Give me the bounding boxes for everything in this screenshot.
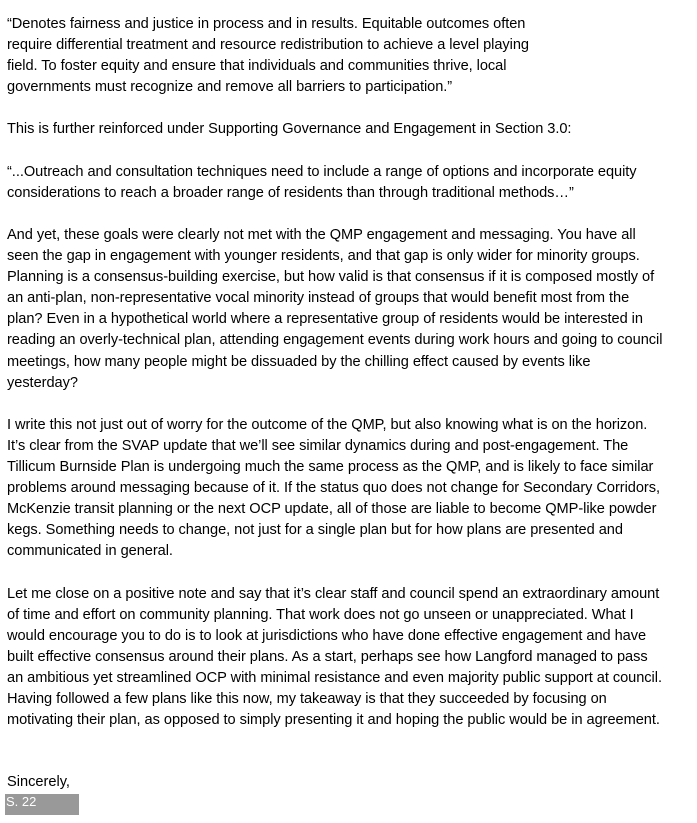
paragraph-horizon: [7, 415, 695, 563]
text-line: of time and effort on community planning. That work does not go unseen or unappreciated. What I: [7, 606, 634, 623]
text-line: And yet, these goals were clearly not met with the QMP engagement and messaging. You have all: [7, 226, 636, 243]
paragraph-gap: [7, 204, 695, 225]
text-line: an ambitious yet streamlined OCP with minimal resistance and even majority public support at council.: [7, 669, 662, 686]
text-line: yesterday?: [7, 374, 78, 391]
text-line: communicated in general.: [7, 543, 173, 560]
text-line: “Denotes fairness and justice in process and in results. Equitable outcomes often: [7, 16, 526, 32]
text-line: seen the gap in engagement with younger residents, and that gap is only wider for minority groups.: [7, 248, 640, 265]
text-line: motivating their plan, as opposed to simply presenting it and hoping the public would be in agreement.: [7, 712, 660, 729]
quote-equity-definition: [7, 14, 695, 98]
text-line: Having followed a few plans like this now, my takeaway is that they succeeded by focusing on: [7, 691, 607, 707]
text-line: Tillicum Burnside Plan is undergoing much the same process as the QMP, and is likely to face similar: [7, 458, 654, 475]
text-line: kegs. Something needs to change, not just for a single plan but for how plans are presented and: [7, 522, 623, 539]
text-line: Planning is a consensus-building exercise, but how valid is that consensus if it is composed mostly of: [7, 269, 655, 286]
text-line: Let me close on a positive note and say that it’s clear staff and council spend an extraordinary amount: [7, 585, 660, 602]
paragraph-gap: [7, 141, 695, 162]
text-line: meetings, how many people might be dissuaded by the chilling effect caused by events like: [7, 353, 591, 370]
text-line: “...Outreach and consultation techniques need to include a range of options and incorporate equity: [7, 163, 637, 180]
text-line: governments must recognize and remove all barriers to participation.”: [7, 79, 453, 96]
signoff: Sincerely,: [7, 774, 70, 790]
quote-outreach: [7, 162, 695, 204]
text-line: problems around messaging because of it. If the status quo does not change for Secondary Corridors,: [7, 480, 660, 497]
text-line: I write this not just out of worry for the outcome of the QMP, but also knowing what is on the horizon.: [7, 416, 648, 433]
paragraph-gap: [7, 562, 695, 583]
paragraph-qmp-engagement: [7, 225, 695, 394]
text-line: plan? Even in a hypothetical world where a representative group of residents would be interested in: [7, 311, 643, 328]
paragraph-positive-close: [7, 584, 695, 732]
text-line: considerations to reach a broader range of residents than through traditional methods…”: [7, 184, 574, 201]
paragraph-gap: [7, 98, 695, 119]
text-line: It’s clear from the SVAP update that we’ll see similar dynamics during and post-engagement. The: [7, 437, 629, 454]
paragraph-gap: [7, 394, 695, 415]
redaction-box: S. 22: [5, 794, 79, 815]
text-line: built effective consensus around their plans. As a start, perhaps see how Langford managed to pass: [7, 648, 648, 665]
text-line: field. To foster equity and ensure that individuals and communities thrive, local: [7, 58, 507, 75]
text-line: would encourage you to do is to look at jurisdictions who have done effective engagement and have: [7, 627, 647, 644]
text-line: an anti-plan, non-representative vocal minority instead of groups that would benefit most from the: [7, 290, 630, 307]
text-line: McKenzie transit planning or the next OCP update, all of those are liable to become QMP-like powder: [7, 501, 657, 518]
section-reference-paragraph: [7, 119, 695, 140]
letter-body: [7, 14, 695, 731]
text-line: require differential treatment and resource redistribution to achieve a level playing: [7, 37, 529, 54]
text-line: reading an overly-technical plan, attending engagement events during work hours and going to council: [7, 332, 663, 349]
text-line: This is further reinforced under Supporting Governance and Engagement in Section 3.0:: [7, 121, 572, 138]
